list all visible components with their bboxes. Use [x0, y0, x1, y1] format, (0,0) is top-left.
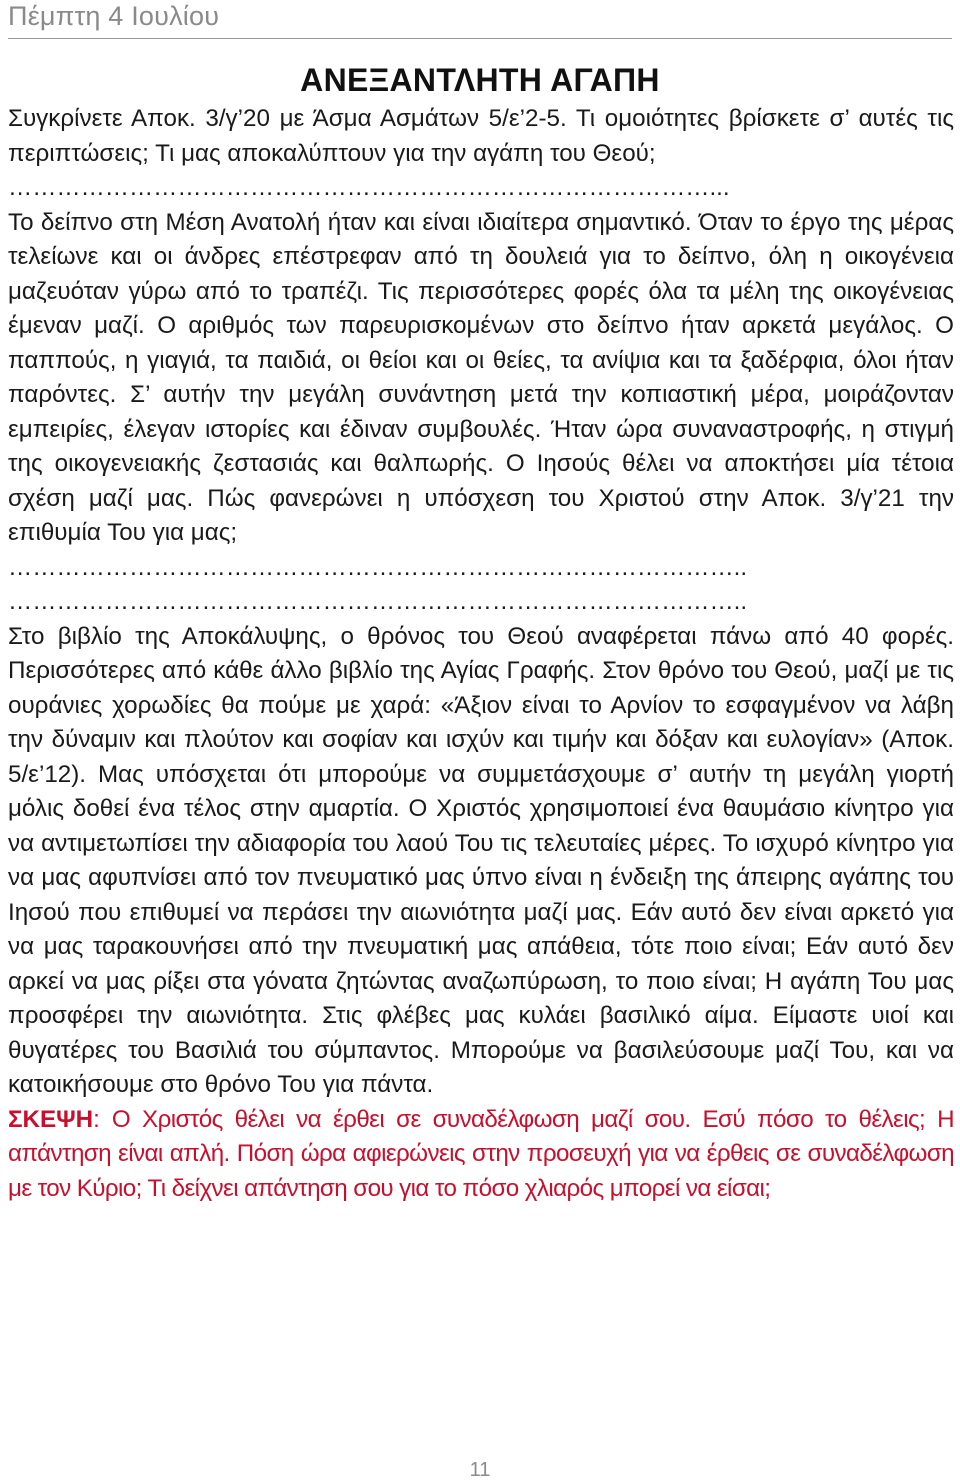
answer-line-2: ……………………………………………………………………………….. — [8, 553, 748, 581]
thought-text: Ο Χριστός θέλει να έρθει σε συναδέλφωση μαζί σου. Εσύ πόσο το θέλεις; Η απάντηση είναι απλή. Πόση ώρα αφιερώνεις στην προσευχή για να έρθεις σε συναδέλφωση με τον Κύριο; Τι δείχνει απάντηση σου για το πόσο χλιαρός μπορεί να είσαι; — [8, 1105, 954, 1202]
thought-separator: : — [93, 1105, 100, 1133]
page-number: 11 — [469, 1459, 491, 1481]
header-date: Πέμπτη 4 Ιουλίου — [8, 1, 220, 31]
body-paragraph-2: Στο βιβλίο της Αποκάλυψης, ο θρόνος του Θεού αναφέρεται πάνω από 40 φορές. Περισσότερες από κάθε άλλο βιβλίο της Αγίας Γραφής. Στον θρόνο του Θεού, μαζί με τις ουράνιες χορωδίες θα πούμε με χαρά: «Άξιον είναι το Αρνίον το εσφαγμένον να λάβη την δύναμιν και πλούτον και σοφίαν και ισχύν και τιμήν και δόξαν και ευλογίαν» (Αποκ. 5/ε’12). Μας υπόσχεται ότι μπορούμε να συμμετάσχουμε σ’ αυτήν τη μεγάλη γιορτή μόλις δοθεί ένα τέλος στην αμαρτία. Ο Χριστός χρησιμοποιεί ένα θαυμάσιο κίνητρο για να αντιμετωπίσει την αδιαφορία του λαού Του τις τελευταίες μέρες. Το ισχυρό κίνητρο για να μας αφυπνίσει από τον πνευματικό μας ύπνο είναι η ένδειξη της άπειρης αγάπης του Ιησού που επιθυμεί να περάσει την αιωνιότητα μαζί μας. Εάν αυτό δεν είναι αρκετό για να μας ταρακουνήσει από την πνευματική μας απάθεια, τότε ποιο είναι; Εάν αυτό δεν αρκεί να μας ρίξει στα γόνατα ζητώντας αναζωπύρωση, το ποιο είναι; Η αγάπη Του μας προσφέρει την αιωνιότητα. Στις φλέβες μας κυλάει βασιλικό αίμα. Είμαστε υιοί και θυγατέρες του Βασιλιά του σύμπαντος. Μπορούμε να βασιλεύσουμε μαζί Του, και να κατοικήσουμε στο θρόνο Του για πάντα. — [8, 622, 954, 1098]
body-paragraph-1: Το δείπνο στη Μέση Ανατολή ήταν και είναι ιδιαίτερα σημαντικό. Όταν το έργο της μέρας τελείωνε και οι άνδρες επέστρεφαν από τη δουλειά για το δείπνο, όλη η οικογένεια μαζευόταν γύρω από το τραπέζι. Τις περισσότερες φορές όλα τα μέλη της οικογένειας έμεναν μαζί. Ο αριθμός των παρευρισκομένων στο δείπνο ήταν αρκετά μεγάλος. Ο παππούς, η γιαγιά, τα παιδιά, οι θείοι και οι θείες, τα ανίψια και τα ξαδέρφια, όλοι ήταν παρόντες. Σ’ αυτήν την μεγάλη συνάντηση μετά την κοπιαστική μέρα, μοιράζονταν εμπειρίες, έλεγαν ιστορίες και έδιναν συμβουλές. Ήταν ώρα συναναστροφής, η στιγμή της οικογενειακής ζεστασιάς και θαλπωρής. Ο Ιησούς θέλει να αποκτήσει μία τέτοια σχέση μαζί μας. Πώς φανερώνει η υπόσχεση του Χριστού στην Αποκ. 3/γ’21 την επιθυμία Του για μας; — [8, 208, 954, 546]
thought-paragraph — [8, 1103, 954, 1207]
header-divider — [8, 38, 952, 39]
answer-line-1: ……………………………………………………………………………... — [8, 174, 730, 201]
thought-label: ΣΚΕΨΗ — [8, 1105, 94, 1133]
page-title: ΑΝΕΞΑΝΤΛΗΤΗ ΑΓΑΠΗ — [300, 62, 660, 98]
article-body — [8, 102, 954, 1206]
question-paragraph-1: Συγκρίνετε Αποκ. 3/γ’20 με Άσμα Ασμάτων 5/ε’2-5. Τι ομοιότητες βρίσκετε σ’ αυτές τις περιπτώσεις; Τι μας αποκαλύπτουν για την αγάπη του Θεού; — [8, 105, 954, 167]
answer-line-3: ……………………………………………………………………………….. — [8, 588, 748, 615]
